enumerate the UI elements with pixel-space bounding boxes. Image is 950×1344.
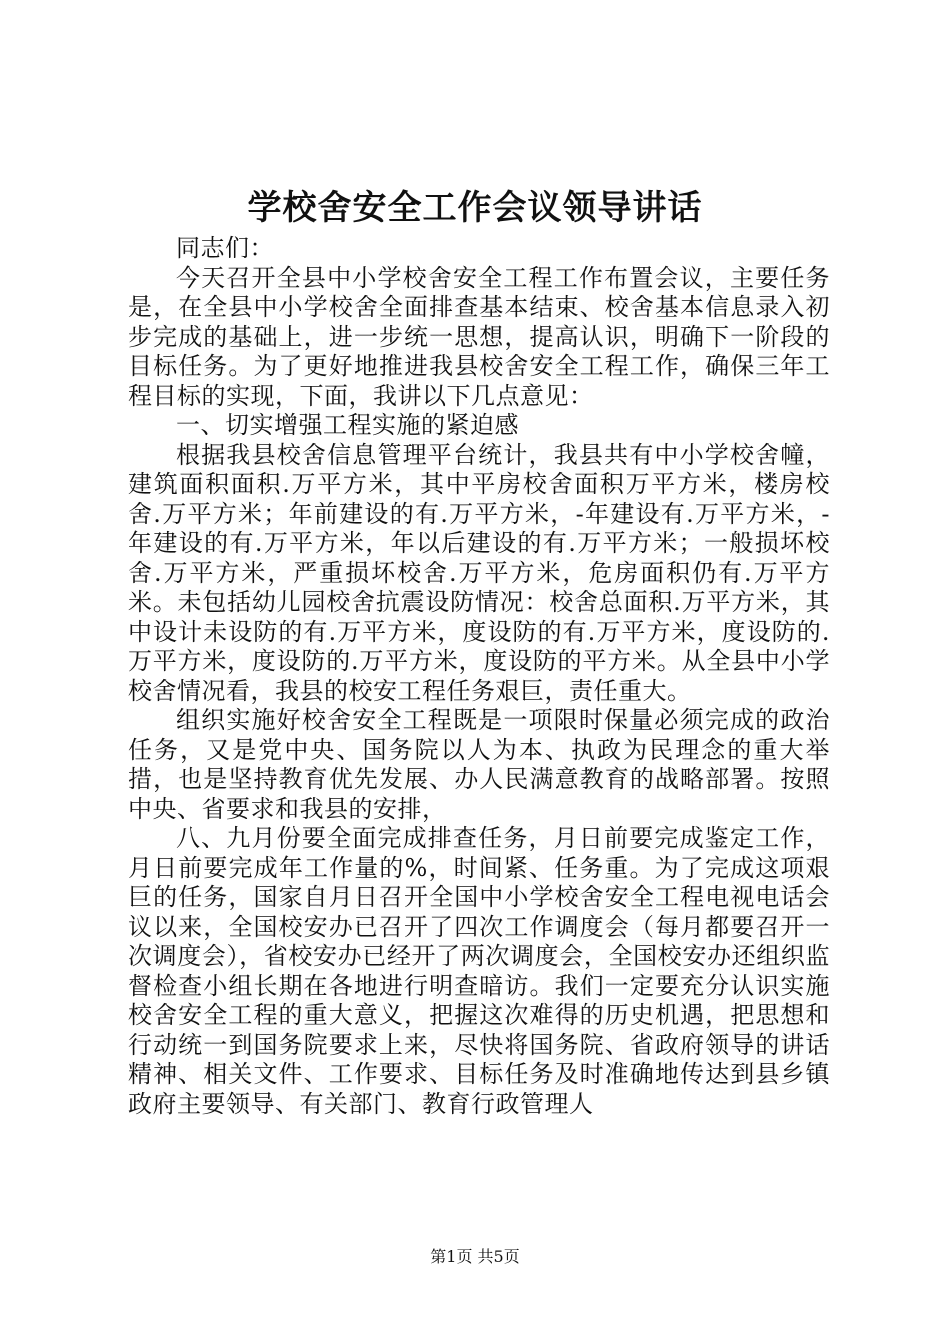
paragraph-statistics: 根据我县校舍信息管理平台统计，我县共有中小学校舍幢，建筑面积面积.万平方米，其中平房校舍面积万平方米，楼房校舍.万平方米；年前建设的有.万平方米，-年建设有.万平方米，-年建设的有.万平方米，年以后建设的有.万平方米；一般损坏校舍.万平方米，严重损坏校舍.万平方米，危房面积仍有.万平方米。未包括幼儿园校舍抗震设防情况：校舍总面积.万平方米，其中设计未设防的有.万平方米，度设防的有.万平方米，度设防的.万平方米，度设防的.万平方米，度设防的平方米。从全县中小学校舍情况看，我县的校安工程任务艰巨，责任重大。 xyxy=(128,440,830,705)
page-number: 第1页 共5页 xyxy=(430,1247,520,1266)
paragraph-significance: 组织实施好校舍安全工程既是一项限时保量必须完成的政治任务，又是党中央、国务院以人为本、执政为民理念的重大举措，也是坚持教育优先发展、办人民满意教育的战略部署。按照中央、省要求和我县的安排， xyxy=(128,706,830,823)
document-title: 学校舍安全工作会议领导讲话 xyxy=(247,188,703,228)
section-heading-1: 一、切实增强工程实施的紧迫感 xyxy=(176,411,519,439)
paragraph-intro: 今天召开全县中小学校舍安全工程工作布置会议，主要任务是，在全县中小学校舍全面排查基本结束、校舍基本信息录入初步完成的基础上，进一步统一思想，提高认识，明确下一阶段的目标任务。为了更好地推进我县校舍安全工程工作，确保三年工程目标的实现，下面，我讲以下几点意见： xyxy=(128,263,830,410)
paragraph-schedule: 八、九月份要全面完成排查任务，月日前要完成鉴定工作，月日前要完成年工作量的%，时间紧、任务重。为了完成这项艰巨的任务，国家自月日召开全国中小学校舍安全工程电视电话会议以来，全国校安办已召开了四次工作调度会（每月都要召开一次调度会），省校安办已经开了两次调度会，全国校安办还组织监督检查小组长期在各地进行明查暗访。我们一定要充分认识实施校舍安全工程的重大意义，把握这次难得的历史机遇，把思想和行动统一到国务院要求上来，尽快将国务院、省政府领导的讲话精神、相关文件、工作要求、目标任务及时准确地传达到县乡镇政府主要领导、有关部门、教育行政管理人 xyxy=(128,824,830,1118)
document-body xyxy=(128,234,830,1119)
salutation: 同志们： xyxy=(176,234,274,262)
